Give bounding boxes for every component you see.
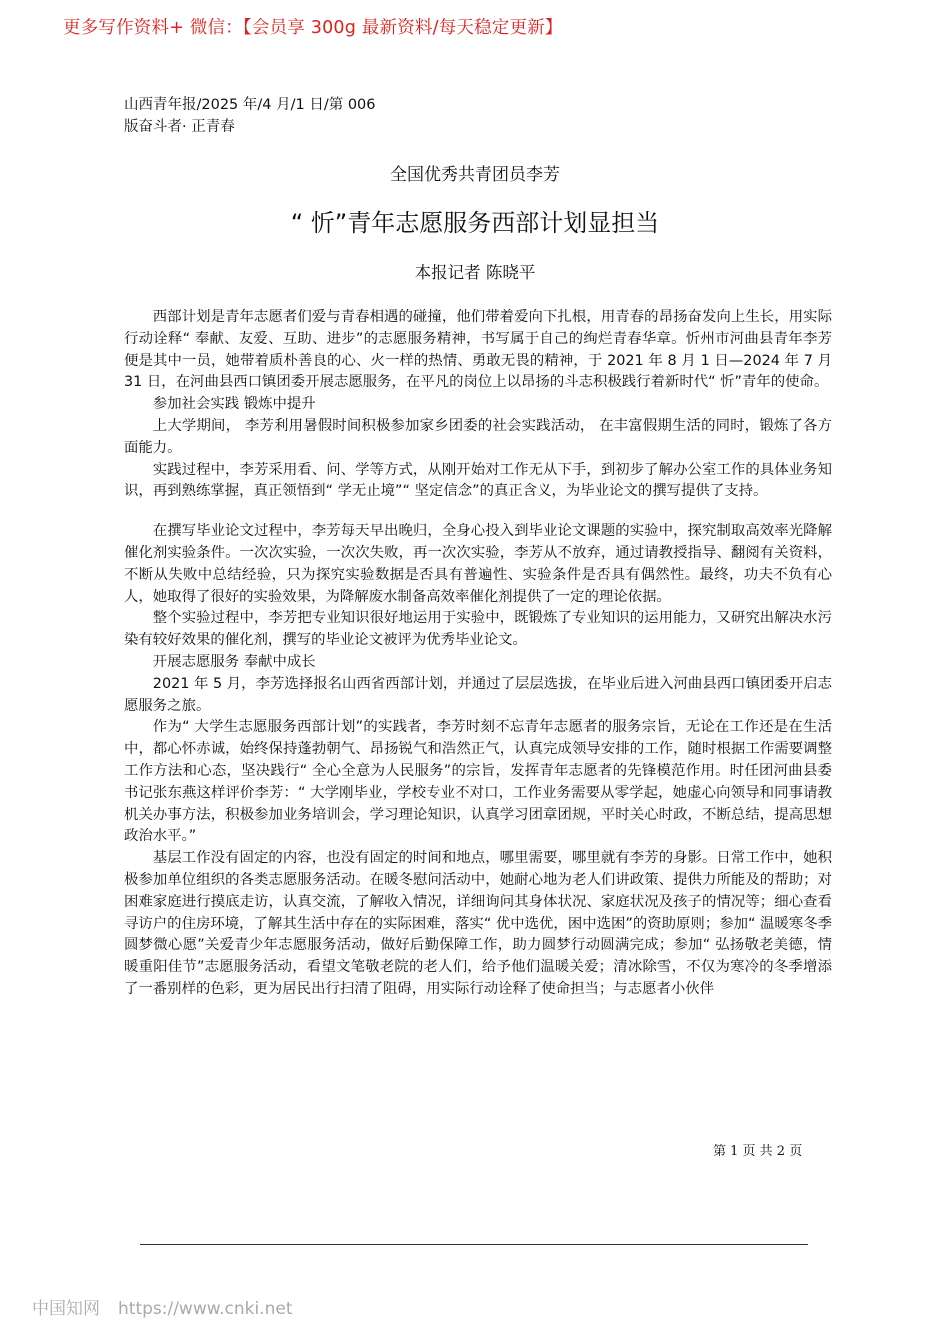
footer-brand: 中国知网 [32, 1299, 100, 1319]
promo-banner: 更多写作资料+ 微信：【会员享 300g 最新资料/每天稳定更新】 [63, 18, 563, 38]
section-heading: 参加社会实践 锻炼中提升 [152, 396, 316, 413]
paragraph: 上大学期间， 李芳利用暑假时间积极参加家乡团委的社会实践活动， 在丰富假期生活的同时，锻炼了各方面能力。 [124, 417, 832, 456]
article-headline: “ 忻”青年志愿服务西部计划显担当 [290, 209, 660, 237]
paragraph-gap [124, 503, 832, 521]
paragraph: 作为“ 大学生志愿服务西部计划”的实践者，李芳时刻不忘青年志愿者的服务宗旨，无论在工作还是在生活中，都心怀赤诚，始终保持蓬勃朝气、昂扬锐气和浩然正气，认真完成领导安排的工作，随时根据工作需要调整工作方法和心态，坚决践行“ 全心全意为人民服务”的宗旨，发挥青年志愿者的先锋模范作用。时任团河曲县委书记张东燕这样评价李芳：“ 大学刚毕业，学校专业不对口，工作业务需要从零学起，她虚心向领导和同事请教机关办事方法，积极参加业务培训会，学习理论知识，认真学习团章团规，平时关心时政，不断总结，提高思想政治水平。” [124, 719, 832, 845]
paragraph: 整个实验过程中，李芳把专业知识很好地运用于实验中，既锻炼了专业知识的运用能力，又研究出解决水污染有较好效果的催化剂，撰写的毕业论文被评为优秀毕业论文。 [124, 610, 832, 649]
page-number: 第 1 页 共 2 页 [713, 1144, 803, 1159]
paragraph: 实践过程中，李芳采用看、问、学等方式，从刚开始对工作无从下手，到初步了解办公室工作的具体业务知识，再到熟练掌握，真正领悟到“ 学无止境”“ 坚定信念”的真正含义，为毕业论文的撰写提供了支持。 [124, 461, 832, 500]
article-kicker: 全国优秀共青团员李芳 [390, 165, 560, 185]
article-body [124, 307, 832, 1001]
footer-watermark [32, 1294, 292, 1319]
paragraph: 基层工作没有固定的内容，也没有固定的时间和地点，哪里需要，哪里就有李芳的身影。日常工作中，她积极参加单位组织的各类志愿服务活动。在暖冬慰问活动中，她耐心地为老人们讲政策、提供力所能及的帮助；对困难家庭进行摸底走访，认真交流，了解收入情况，详细询问其身体状况、家庭状况及孩子的情况等；细心查看寻访户的住房环境，了解其生活中存在的实际困难，落实“ 优中选优，困中选困”的资助原则；参加“ 温暖寒冬季圆梦微心愿”关爱青少年志愿服务活动，做好后勤保障工作，助力圆梦行动圆满完成；参加“ 弘扬敬老美德，情暖重阳佳节”志愿服务活动，看望文笔敬老院的老人们，给予他们温暖关爱；清冰除雪，不仅为寒冷的冬季增添了一番别样的色彩，更为居民出行扫清了阻碍，用实际行动诠释了使命担当；与志愿者小伙伴 [124, 850, 832, 997]
column-line: 版奋斗者· 正青春 [124, 119, 235, 135]
publication-meta [124, 94, 376, 138]
paragraph: 在撰写毕业论文过程中，李芳每天早出晚归，全身心投入到毕业论文课题的实验中，探究制取高效率光降解催化剂实验条件。一次次实验，一次次失败，再一次次实验，李芳从不放弃，通过请教授指导、翻阅有关资料，不断从失败中总结经验，只为探究实验数据是否具有普遍性、实验条件是否具有偶然性。最终，功夫不负有心人，她取得了很好的实验效果，为降解废水制备高效率催化剂提供了一定的理论依据。 [124, 523, 832, 605]
section-heading: 开展志愿服务 奉献中成长 [152, 653, 316, 670]
source-line: 山西青年报/2025 年/4 月/1 日/第 006 [124, 97, 376, 113]
paragraph: 西部计划是青年志愿者们爱与青春相遇的碰撞，他们带着爱向下扎根，用青春的昂扬奋发向上生长，用实际行动诠释“ 奉献、友爱、互助、进步”的志愿服务精神，书写属于自己的绚烂青春华章。忻州市河曲县青年李芳便是其中一员，她带着质朴善良的心、火一样的热情、勇敢无畏的精神，于 2021 年 8 月 1 日—2024 年 7 月 31 日，在河曲县西口镇团委开展志愿服务，在平凡的岗位上以昂扬的斗志积极践行着新时代“ 忻”青年的使命。 [124, 309, 832, 391]
footer-divider [140, 1244, 808, 1245]
footer-url[interactable]: https://www.cnki.net [118, 1299, 293, 1319]
article-byline: 本报记者 陈晓平 [414, 263, 536, 282]
paragraph: 2021 年 5 月，李芳选择报名山西省西部计划，并通过了层层选拔，在毕业后进入河曲县西口镇团委开启志愿服务之旅。 [124, 675, 832, 714]
